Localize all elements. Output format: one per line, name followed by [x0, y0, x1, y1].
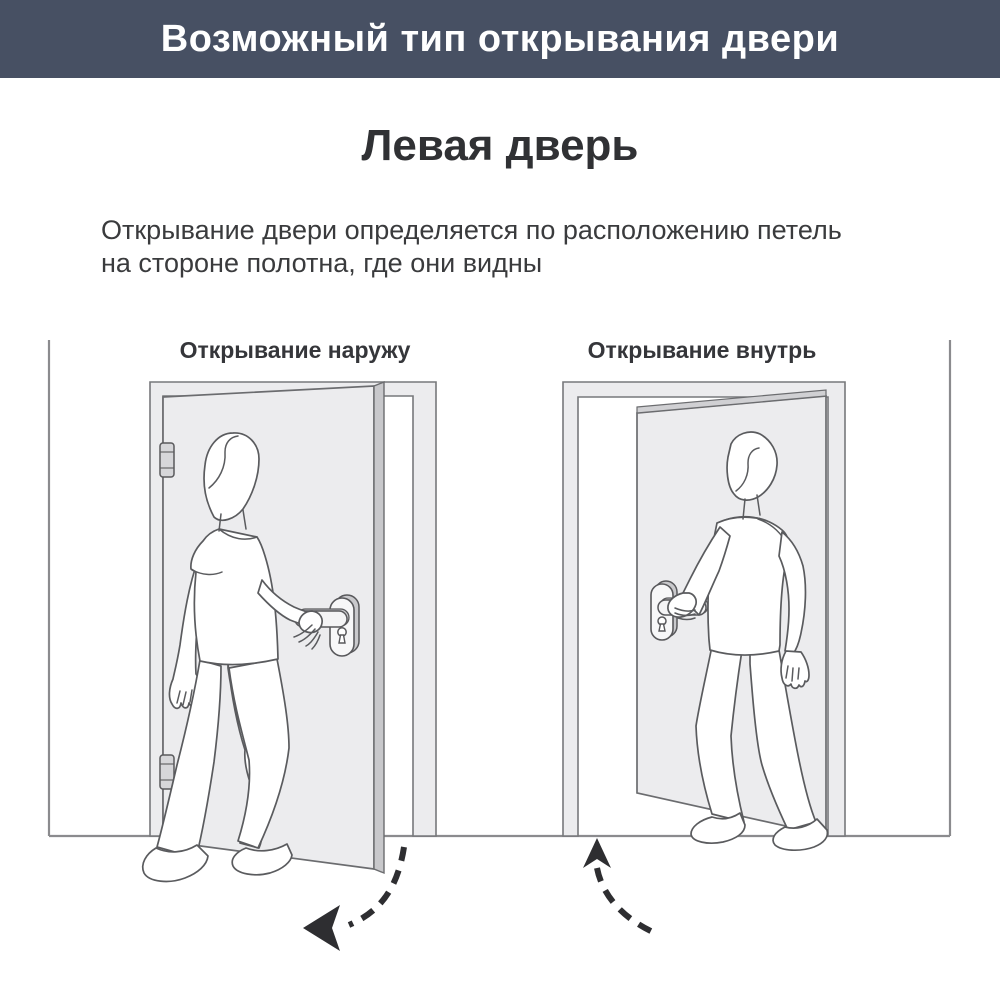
hinge-icon-top: [160, 443, 174, 477]
diagram-door-inward: [563, 382, 845, 934]
person-front-shoe: [691, 813, 745, 843]
swing-arrow-up-icon: [583, 838, 657, 934]
swing-arrow-up-head: [583, 838, 611, 868]
header-title: Возможный тип открывания двери: [160, 17, 840, 60]
label-opening-inward: Открывание внутрь: [587, 337, 817, 363]
diagram-door-outward: [143, 382, 436, 951]
person-right-hand: [781, 651, 809, 688]
description-line-2: на стороне полотна, где они видны: [101, 248, 543, 278]
description-line-1: Открывание двери определяется по расположению петель: [101, 215, 842, 245]
swing-arrow-up-curve: [597, 868, 657, 934]
person-right-hand: [299, 611, 322, 633]
swing-arrow-left-head: [303, 905, 340, 951]
door-leaf-edge: [374, 382, 384, 873]
page-title: Левая дверь: [361, 121, 639, 170]
keyhole-icon: [338, 628, 346, 643]
keyhole-icon: [658, 617, 666, 631]
label-opening-outward: Открывание наружу: [179, 337, 411, 363]
